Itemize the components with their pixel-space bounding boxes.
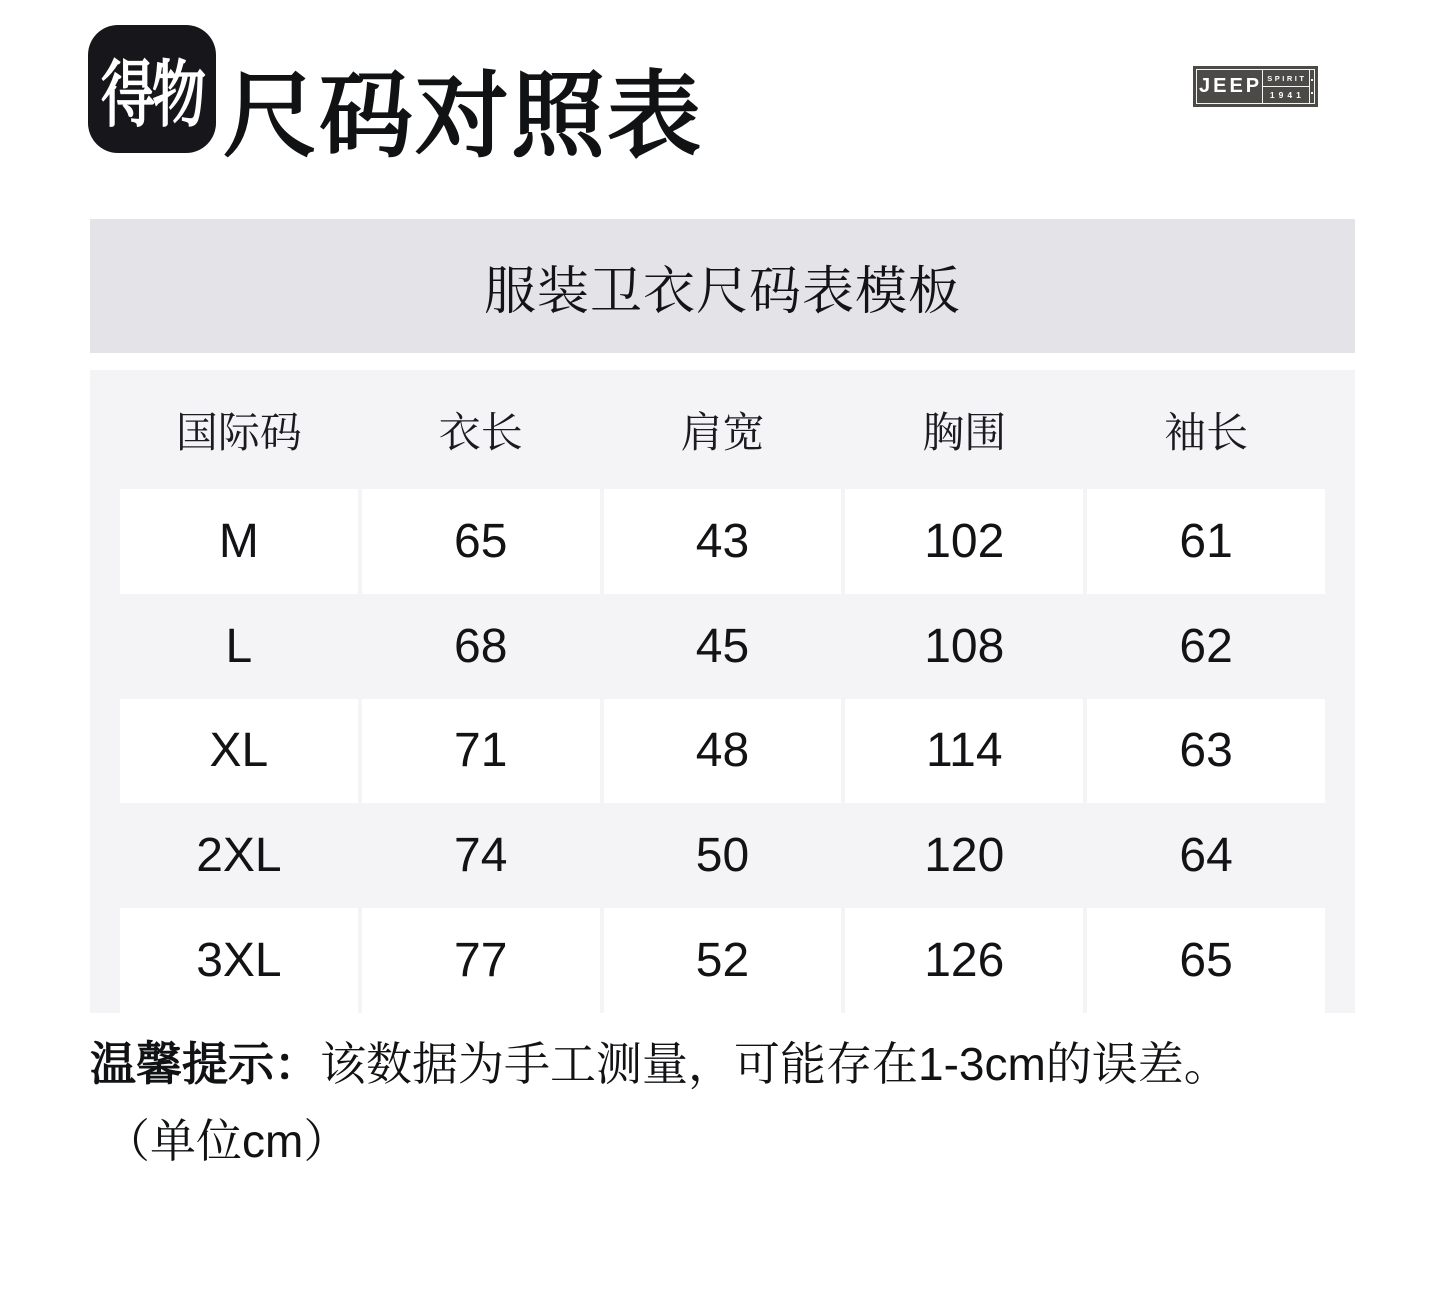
page-title: 尺码对照表 [223, 63, 704, 168]
size-cell: 3XL [120, 908, 358, 1013]
value-cell: 61 [1087, 489, 1325, 594]
table-row [120, 699, 1325, 804]
value-cell: 63 [1087, 699, 1325, 804]
jeep-badge-frame [1196, 69, 1315, 104]
size-cell: L [225, 619, 253, 673]
value-cell: 68 [454, 619, 508, 673]
table-row [120, 489, 1325, 594]
size-table [90, 370, 1355, 1013]
value-cell: 52 [604, 908, 842, 1013]
size-cell: M [120, 489, 358, 594]
value-cell: 50 [695, 829, 750, 883]
column-header: 肩宽 [680, 408, 765, 456]
value-cell: 120 [924, 829, 1005, 883]
value-cell: 43 [604, 489, 842, 594]
jeep-badge-right [1262, 70, 1308, 103]
table-title-banner [90, 219, 1355, 353]
jeep-badge-edge-marks [1309, 70, 1314, 103]
note-label: 温馨提示： [90, 1038, 320, 1090]
note-unit: （单位cm） [104, 1115, 350, 1167]
table-row [120, 594, 1325, 699]
value-cell: 126 [845, 908, 1083, 1013]
jeep-year-text: 1941 [1269, 90, 1305, 100]
value-cell: 114 [845, 699, 1083, 804]
jeep-wordmark: JEEP [1199, 75, 1263, 97]
measurement-note [90, 1026, 1370, 1180]
dewu-logo-text: 得物 [101, 54, 203, 136]
jeep-spirit-text: SPIRIT [1263, 70, 1308, 87]
column-header: 袖长 [1164, 408, 1249, 456]
table-row [120, 803, 1325, 908]
value-cell: 64 [1179, 829, 1233, 883]
value-cell: 48 [604, 699, 842, 804]
table-header-row [120, 370, 1325, 489]
value-cell: 71 [362, 699, 600, 804]
value-cell: 62 [1179, 619, 1233, 673]
value-cell: 65 [362, 489, 600, 594]
table-title: 服装卫衣尺码表模板 [483, 262, 961, 321]
jeep-brand-badge [1193, 66, 1318, 107]
value-cell: 74 [454, 829, 508, 883]
value-cell: 65 [1087, 908, 1325, 1013]
value-cell: 108 [924, 619, 1005, 673]
size-cell: 2XL [196, 829, 282, 883]
table-row [120, 908, 1325, 1013]
dewu-logo [88, 25, 216, 153]
value-cell: 45 [695, 619, 750, 673]
value-cell: 77 [362, 908, 600, 1013]
note-text: 该数据为手工测量，可能存在1-3cm的误差。 [320, 1038, 1230, 1090]
note-line-1 [90, 1026, 1370, 1103]
column-header: 胸围 [922, 408, 1007, 456]
size-cell: XL [120, 699, 358, 804]
column-header: 衣长 [438, 408, 523, 456]
value-cell: 102 [845, 489, 1083, 594]
column-header: 国际码 [175, 408, 302, 456]
